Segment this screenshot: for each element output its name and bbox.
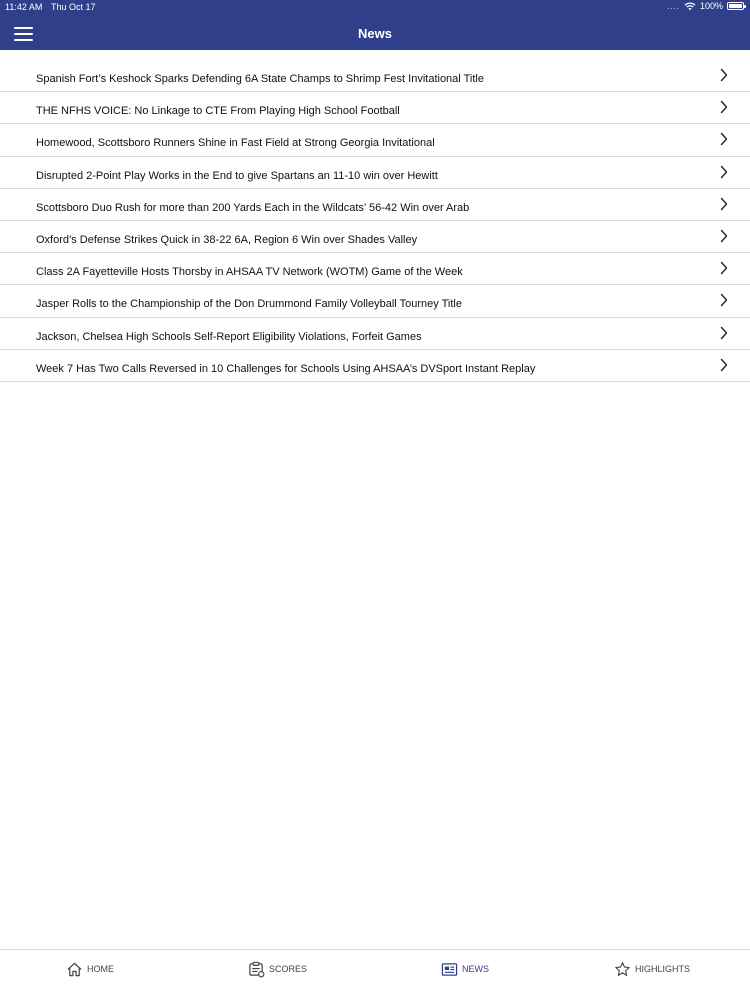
chevron-right-icon [720, 229, 728, 243]
signal-dots: .... [667, 1, 680, 11]
battery-percent: 100% [699, 1, 723, 11]
news-item-title: Jackson, Chelsea High Schools Self-Report Eligibility Violations, Forfeit Games [36, 330, 422, 343]
news-item-title: Scottsboro Duo Rush for more than 200 Yards Each in the Wildcats’ 56-42 Win over Arab [36, 201, 470, 214]
news-item[interactable] [0, 157, 750, 189]
tab-scores[interactable] [248, 959, 307, 979]
news-item[interactable] [0, 189, 750, 221]
news-item[interactable] [0, 318, 750, 350]
news-item[interactable] [0, 253, 750, 285]
chevron-right-icon [720, 68, 728, 82]
news-item-title: THE NFHS VOICE: No Linkage to CTE From Playing High School Football [36, 105, 400, 118]
chevron-right-icon [720, 293, 728, 307]
tab-home-label: HOME [87, 964, 114, 974]
tab-highlights[interactable] [614, 959, 690, 979]
page-title: News [358, 26, 392, 41]
tab-news-label: NEWS [462, 964, 489, 974]
tab-news[interactable] [441, 959, 489, 979]
chevron-right-icon [720, 261, 728, 275]
chevron-right-icon [720, 100, 728, 114]
news-item[interactable] [0, 285, 750, 317]
news-item-title: Week 7 Has Two Calls Reversed in 10 Challenges for Schools Using AHSAA’s DVSport Instant Replay [36, 362, 536, 375]
top-bar [0, 0, 750, 50]
news-item-title: Spanish Fort’s Keshock Sparks Defending 6A State Champs to Shrimp Fest Invitational Title [36, 73, 484, 85]
news-item-title: Jasper Rolls to the Championship of the Don Drummond Family Volleyball Tourney Title [36, 298, 462, 311]
newspaper-icon [441, 961, 458, 978]
news-list [0, 60, 750, 382]
news-item[interactable] [0, 124, 750, 156]
news-item[interactable] [0, 92, 750, 124]
news-item-title: Homewood, Scottsboro Runners Shine in Fast Field at Strong Georgia Invitational [36, 137, 435, 150]
news-item-title: Disrupted 2-Point Play Works in the End to give Spartans an 11-10 win over Hewitt [36, 169, 438, 182]
news-item[interactable] [0, 350, 750, 382]
battery-icon [727, 2, 744, 10]
status-date: Thu Oct 17 [51, 2, 96, 12]
news-item-title: Oxford’s Defense Strikes Quick in 38-22 6A, Region 6 Win over Shades Valley [36, 233, 418, 246]
chevron-right-icon [720, 132, 728, 146]
chevron-right-icon [720, 326, 728, 340]
chevron-right-icon [720, 358, 728, 372]
chevron-right-icon [720, 165, 728, 179]
scoreboard-icon [248, 961, 265, 978]
news-item[interactable] [0, 60, 750, 92]
status-right [667, 1, 744, 11]
battery-fill [729, 4, 742, 8]
status-bar [0, 0, 750, 14]
news-item-title: Class 2A Fayetteville Hosts Thorsby in AHSAA TV Network (WOTM) Game of the Week [36, 266, 463, 279]
home-icon [66, 961, 83, 978]
tab-scores-label: SCORES [269, 964, 308, 974]
tab-bar [0, 949, 750, 1000]
chevron-right-icon [720, 197, 728, 211]
news-item[interactable] [0, 221, 750, 253]
status-time: 11:42 AM [5, 2, 43, 12]
wifi-icon [684, 1, 696, 11]
tab-highlights-label: HIGHLIGHTS [635, 964, 691, 974]
star-icon [614, 961, 631, 978]
tab-home[interactable] [66, 959, 114, 979]
